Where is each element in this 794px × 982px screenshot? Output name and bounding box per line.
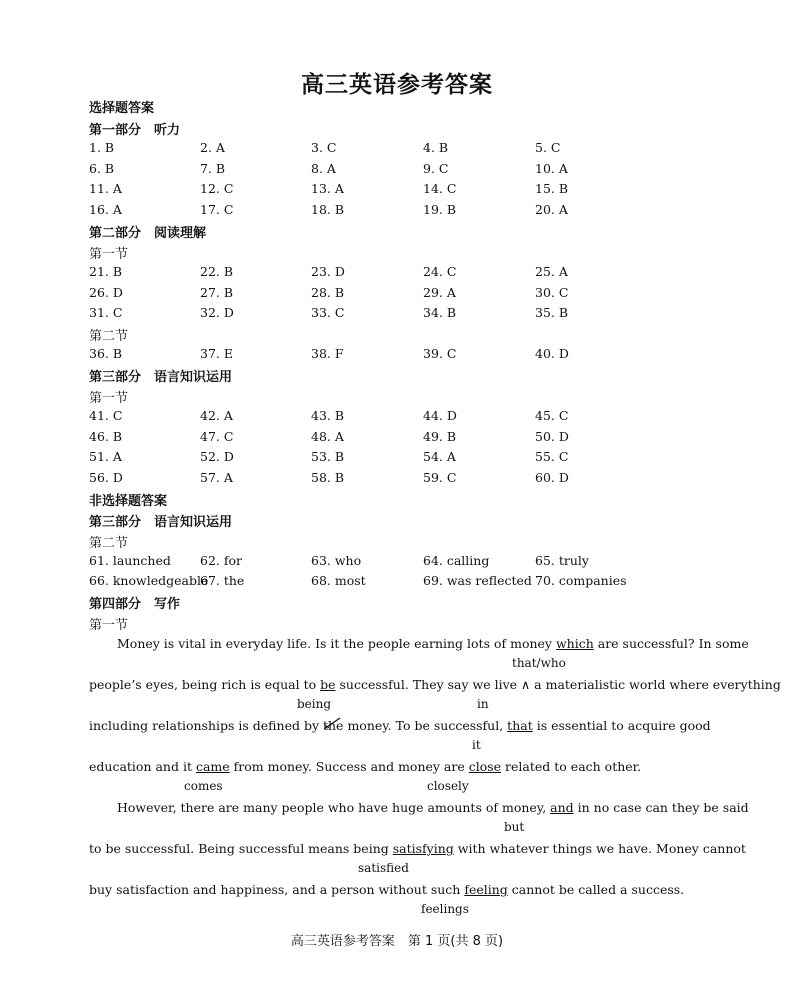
answer: 27. B [200,285,234,300]
answer: 17. C [200,202,234,217]
answer: 41. C [89,408,123,423]
deleted-word: the [323,718,343,733]
answer: 7. B [200,161,226,176]
error-word: and [550,800,574,815]
answer: 6. B [89,161,115,176]
answer: 69. was reflected [423,573,532,588]
answer: 31. C [89,305,123,320]
answer: 12. C [200,181,234,196]
page-footer: 高三英语参考答案 第 1 页(共 8 页) [290,934,504,949]
answer-row [89,305,729,323]
answer: 8. A [311,161,336,176]
answer: 49. B [423,429,457,444]
answer: 9. C [423,161,449,176]
answer: 51. A [89,449,122,464]
answer: 66. knowledgeable [89,573,209,588]
answer: 56. D [89,470,123,485]
answer-row [89,181,729,199]
part1-heading: 第一部分 听力 [89,123,181,138]
answer-row [89,264,729,282]
answer: 60. D [535,470,569,485]
subjective-heading: 非选择题答案 [89,494,168,509]
correction: closely [427,779,469,793]
answer: 42. A [200,408,233,423]
answer: 28. B [311,285,345,300]
answer: 54. A [423,449,456,464]
answer: 37. E [200,346,233,361]
answer: 19. B [423,202,457,217]
answer: 15. B [535,181,569,196]
correction: feelings [421,902,469,916]
answer: 16. A [89,202,122,217]
essay-line: including relationships is defined by the money. To be successful, that is essential to acquire good [89,718,711,733]
answer: 11. A [89,181,122,196]
essay-line: buy satisfaction and happiness, and a person without such feeling cannot be called a success. [89,882,685,897]
page-title: 高三英语参考答案 [301,71,493,98]
answer: 70. companies [535,573,627,588]
essay-line: However, there are many people who have huge amounts of money, and in no case can they be said [117,800,749,815]
part2-heading: 第二部分 阅读理解 [89,226,207,241]
answer: 36. B [89,346,123,361]
error-word: close [468,759,502,774]
answer-row [89,553,729,571]
answer: 44. D [423,408,457,423]
part3-heading: 第三部分 语言知识运用 [89,370,233,385]
error-word: be [320,677,336,692]
answer-row [89,285,729,303]
part4-heading: 第四部分 写作 [89,597,181,612]
error-word: feeling [464,882,508,897]
section-label: 第一节 [89,618,129,633]
answer-row [89,140,729,158]
answer: 58. B [311,470,345,485]
answer: 48. A [311,429,344,444]
correction: in [477,697,489,711]
correction: satisfied [358,861,409,875]
answer: 26. D [89,285,123,300]
essay-line: education and it came from money. Success and money are close related to each other. [89,759,642,774]
answer: 68. most [311,573,366,588]
answer: 13. A [311,181,344,196]
part3-fill-heading: 第三部分 语言知识运用 [89,515,233,530]
essay-line: people’s eyes, being rich is equal to be successful. They say we live ∧ a materialistic world where everything [89,677,781,692]
answer-row [89,429,729,447]
answer-row [89,470,729,488]
answer: 47. C [200,429,234,444]
answer: 3. C [311,140,337,155]
answer-row [89,346,729,364]
correction: being [297,697,332,711]
answer: 30. C [535,285,569,300]
section-label: 第一节 [89,247,129,262]
error-word: satisfying [392,841,454,856]
correction: comes [184,779,223,793]
answer: 46. B [89,429,123,444]
correction: that/who [512,656,566,670]
answer: 10. A [535,161,568,176]
answer: 14. C [423,181,457,196]
answer: 1. B [89,140,115,155]
correction: but [504,820,525,834]
answer: 61. launched [89,553,171,568]
essay-line: to be successful. Being successful means being satisfying with whatever things we have. Money cannot [89,841,746,856]
answer: 34. B [423,305,457,320]
correction: it [472,738,481,752]
answer: 21. B [89,264,123,279]
answer: 5. C [535,140,561,155]
answer: 18. B [311,202,345,217]
answer: 53. B [311,449,345,464]
section-label: 第二节 [89,536,129,551]
answer-row [89,161,729,179]
answer: 65. truly [535,553,589,568]
answer: 59. C [423,470,457,485]
answer: 63. who [311,553,362,568]
section-label: 第一节 [89,391,129,406]
answer: 40. D [535,346,569,361]
answer: 50. D [535,429,569,444]
answer: 45. C [535,408,569,423]
answer: 2. A [200,140,225,155]
error-word: that [507,718,533,733]
answer: 43. B [311,408,345,423]
answer: 52. D [200,449,234,464]
delete-mark-icon [322,715,342,733]
answer: 67. the [200,573,245,588]
answer-row [89,573,729,591]
error-word: which [555,636,594,651]
answer: 57. A [200,470,233,485]
answer: 35. B [535,305,569,320]
essay-line: Money is vital in everyday life. Is it the people earning lots of money which are successful? In some [117,636,749,651]
answer: 64. calling [423,553,490,568]
insert-caret-icon: ∧ [521,677,531,692]
answer: 20. A [535,202,568,217]
answer: 24. C [423,264,457,279]
answer-row [89,408,729,426]
answer: 38. F [311,346,344,361]
answer: 25. A [535,264,568,279]
answer-row [89,202,729,220]
error-word: came [195,759,230,774]
answer: 4. B [423,140,449,155]
answer: 23. D [311,264,345,279]
answer: 33. C [311,305,345,320]
answer: 55. C [535,449,569,464]
answer: 62. for [200,553,242,568]
answer: 29. A [423,285,456,300]
answer-row [89,449,729,467]
answer: 32. D [200,305,234,320]
answer: 39. C [423,346,457,361]
section-label: 第二节 [89,329,129,344]
answer: 22. B [200,264,234,279]
objective-heading: 选择题答案 [89,101,155,116]
